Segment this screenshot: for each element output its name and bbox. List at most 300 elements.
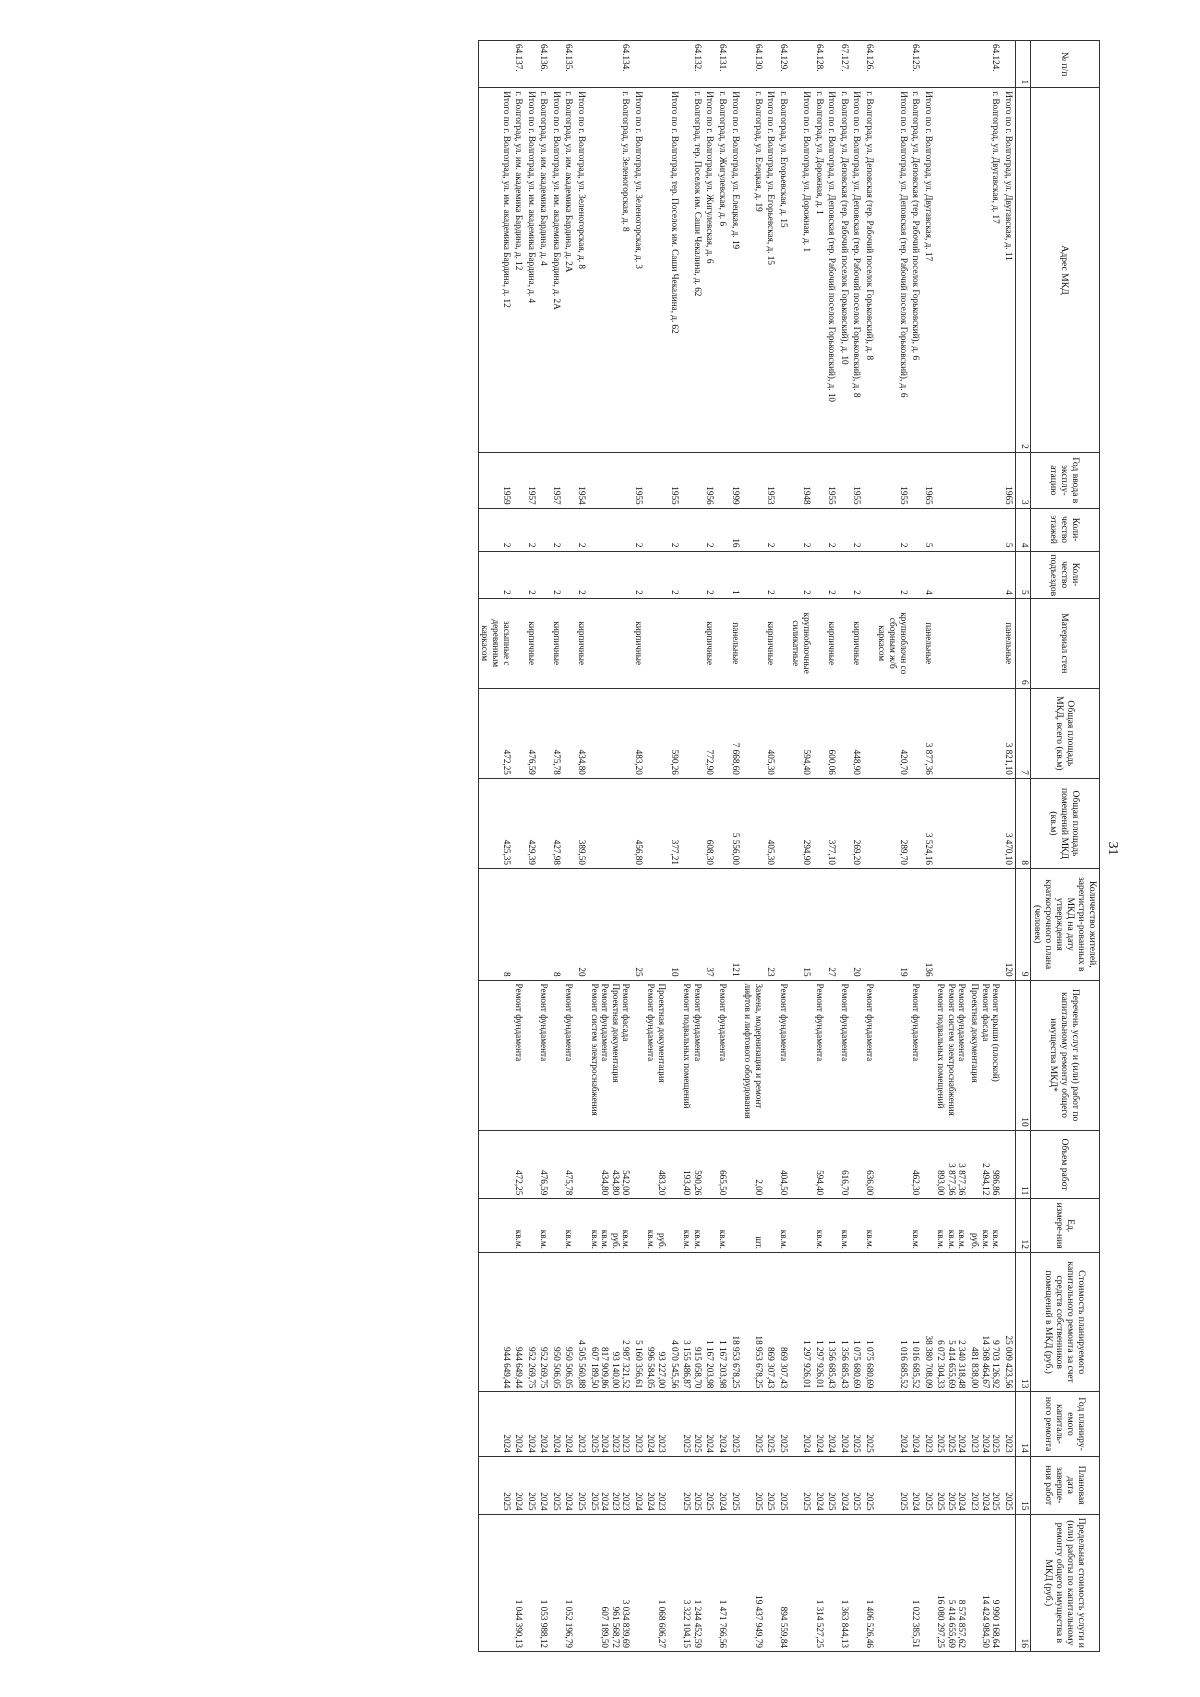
wall-material-cell (969, 598, 1003, 688)
total-area-cell (588, 688, 632, 778)
planned-cost-cell (922, 1252, 935, 1391)
wall-material-cell (563, 598, 576, 688)
unit-line: кв.м. (514, 1229, 525, 1249)
completion-year-line: 2025 (864, 1492, 875, 1511)
repair-year-line: 2025 (864, 1434, 875, 1453)
unit-cell (729, 1199, 742, 1253)
row-number-cell: 64.124. (969, 41, 1003, 88)
table-row (681, 41, 704, 1652)
residents-cell (935, 868, 969, 980)
header-cell: Коли-чество подъездов (1030, 551, 1099, 598)
floors-cell: 2 (765, 508, 778, 551)
limit-cost-cell (681, 1514, 704, 1651)
limit-cost-line: 16 080 297,25 (936, 1595, 947, 1648)
entrances-cell (969, 551, 1003, 598)
limit-cost-cell (935, 1514, 969, 1651)
residents-cell: 37 (704, 868, 717, 980)
work-volume-line: 3 877,36 (946, 1163, 957, 1196)
wall-material-cell (513, 598, 526, 688)
completion-year-cell (550, 1456, 563, 1514)
completion-year-line: 2024 (839, 1492, 850, 1511)
repair-year-cell (935, 1392, 969, 1456)
year-built-cell: 1965 (922, 452, 935, 508)
residents-cell (716, 868, 729, 980)
unit-cell (790, 1199, 813, 1253)
address-cell: Итого по г. Волгоград, ул. Зеленогорская, д. 3 (632, 88, 645, 453)
unit-cell (742, 1199, 765, 1253)
work-volume-cell (513, 1130, 526, 1199)
limit-cost-line: 1 068 606,27 (657, 1599, 668, 1648)
planned-cost-line: 38 380 708,09 (923, 1335, 934, 1389)
premises-area-cell: 5 556,00 (729, 778, 742, 868)
row-number-cell: 64.132. (681, 41, 704, 88)
repair-year-cell (838, 1392, 851, 1456)
premises-area-cell (777, 778, 790, 868)
header-cell: Общая площадь помещений МКД (кв.м) (1030, 778, 1099, 868)
work-type-line: Ремонт фундамента (600, 983, 611, 1062)
floors-cell (863, 508, 876, 551)
row-number-cell (550, 41, 563, 88)
completion-year-cell (876, 1456, 910, 1514)
repair-year-line: 2023 (577, 1434, 587, 1453)
entrances-cell: 2 (575, 551, 588, 598)
completion-year-cell (668, 1456, 681, 1514)
table-row (632, 41, 645, 1652)
entrances-cell: 1 (729, 551, 742, 598)
work-type-cell (876, 980, 910, 1130)
unit-line: кв.м. (589, 1229, 600, 1249)
address-cell: г. Волгоград, ул. Двугавская, д. 17 (969, 88, 1003, 453)
work-volume-cell (969, 1130, 1003, 1199)
total-area-cell (813, 688, 826, 778)
work-volume-line: 3 877,36 (957, 1163, 968, 1196)
total-area-cell: 476,59 (525, 688, 538, 778)
planned-cost-line: 1 075 680,69 (864, 1340, 875, 1389)
work-volume-line: 472,25 (514, 1170, 525, 1196)
floors-cell: 2 (704, 508, 717, 551)
table-row (863, 41, 876, 1652)
work-volume-cell (790, 1130, 813, 1199)
wall-material-cell: засыпные с деревянным каркасом (478, 598, 512, 688)
table-row (765, 41, 778, 1652)
repair-year-cell (790, 1392, 813, 1456)
premises-area-cell: 377,10 (826, 778, 839, 868)
planned-cost-cell (563, 1252, 576, 1391)
completion-year-line: 2024 (814, 1492, 825, 1511)
planned-cost-line: 93 227,00 (657, 1351, 668, 1389)
repair-year-cell (645, 1392, 668, 1456)
planned-cost-cell (575, 1252, 588, 1391)
row-number-cell (729, 41, 742, 88)
unit-line: кв.м. (936, 1229, 947, 1249)
work-type-cell (790, 980, 813, 1130)
floors-cell (935, 508, 969, 551)
table-row (716, 41, 729, 1652)
floors-cell: 2 (826, 508, 839, 551)
residents-cell (563, 868, 576, 980)
wall-material-cell (716, 598, 729, 688)
work-volume-cell (876, 1130, 910, 1199)
column-number: 12 (1015, 1199, 1030, 1253)
planned-cost-line: 1 016 685,52 (911, 1340, 922, 1389)
entrances-cell: 2 (876, 551, 910, 598)
completion-year-cell (910, 1456, 923, 1514)
limit-cost-line: 14 424 984,50 (980, 1595, 991, 1648)
entrances-cell (588, 551, 632, 598)
unit-line: кв.м. (911, 1229, 922, 1249)
total-area-cell: 420,70 (876, 688, 910, 778)
repair-year-line: 2024 (839, 1434, 850, 1453)
work-type-cell (765, 980, 778, 1130)
completion-year-line: 2025 (551, 1492, 562, 1511)
address-cell: г. Волгоград, ул. Елецкая, д. 19 (742, 88, 765, 453)
floors-cell (969, 508, 1003, 551)
repair-year-line: 2023 (970, 1434, 981, 1453)
address-cell: Итого по г. Волгоград, тер. Поселок им. Саши Чекалина, д. 62 (668, 88, 681, 453)
limit-cost-line: 961 568,72 (610, 1606, 621, 1648)
limit-cost-line: 9 990 168,64 (991, 1599, 1002, 1648)
repair-year-line: 2023 (621, 1434, 632, 1453)
table-row (563, 41, 576, 1652)
work-type-cell (681, 980, 704, 1130)
completion-year-cell (1002, 1456, 1015, 1514)
completion-year-cell (838, 1456, 851, 1514)
wall-material-cell: панельные (1002, 598, 1015, 688)
premises-area-cell: 294,90 (790, 778, 813, 868)
floors-cell (910, 508, 923, 551)
unit-cell (513, 1199, 526, 1253)
work-volume-line: 462,30 (911, 1170, 922, 1196)
unit-cell (704, 1199, 717, 1253)
wall-material-cell: кирпичные (826, 598, 839, 688)
limit-cost-line: 607 189,50 (600, 1606, 611, 1648)
residents-cell (525, 868, 538, 980)
premises-area-cell: 377,21 (668, 778, 681, 868)
limit-cost-cell (851, 1514, 864, 1651)
planned-cost-line: 5 160 356,61 (633, 1340, 644, 1389)
work-type-line: Ремонт фундамента (539, 983, 550, 1062)
entrances-cell: 4 (922, 551, 935, 598)
entrances-cell (863, 551, 876, 598)
unit-line: кв.м. (717, 1229, 728, 1249)
completion-year-line: 2024 (564, 1492, 575, 1511)
completion-year-line: 2025 (730, 1492, 741, 1511)
address-cell: г. Волгоград, ул. Деповская (тер. Рабочий поселок Горьковский), д. 10 (838, 88, 851, 453)
header-cell: Перечень услуг и (или) работ по капитальному ремонту общего имущества МКД* (1030, 980, 1099, 1130)
year-built-cell: 1948 (790, 452, 813, 508)
work-volume-cell (777, 1130, 790, 1199)
completion-year-cell (704, 1456, 717, 1514)
work-volume-line: 665,50 (717, 1170, 728, 1196)
completion-year-line: 2024 (717, 1492, 728, 1511)
repair-year-line: 2024 (898, 1434, 909, 1453)
limit-cost-line: 1 044 390,13 (514, 1599, 525, 1648)
work-type-cell (777, 980, 790, 1130)
total-area-cell (645, 688, 668, 778)
repair-year-line: 2024 (501, 1434, 512, 1453)
repair-year-line: 2023 (657, 1434, 668, 1453)
limit-cost-cell (550, 1514, 563, 1651)
wall-material-cell: крупноблочн со сборным ж/б каркасом (876, 598, 910, 688)
planned-cost-line: 6 072 304,33 (936, 1340, 947, 1389)
repair-year-cell (826, 1392, 839, 1456)
planned-cost-cell (588, 1252, 632, 1391)
unit-cell (910, 1199, 923, 1253)
header-cell: Количество жителей, зарегистри-рованных в МКД на дату утверждения краткосрочного плана (человек) (1030, 868, 1099, 980)
planned-cost-cell (910, 1252, 923, 1391)
completion-year-cell (729, 1456, 742, 1514)
row-number-cell (790, 41, 813, 88)
total-area-cell: 448,90 (851, 688, 864, 778)
row-number-cell (478, 41, 512, 88)
planned-cost-line: 996 584,05 (646, 1347, 657, 1389)
planned-cost-cell (513, 1252, 526, 1391)
unit-cell (632, 1199, 645, 1253)
work-volume-cell (668, 1130, 681, 1199)
premises-area-cell (935, 778, 969, 868)
limit-cost-cell (575, 1514, 588, 1651)
year-built-cell (910, 452, 923, 508)
wall-material-cell (777, 598, 790, 688)
column-number: 9 (1015, 868, 1030, 980)
entrances-cell: 2 (851, 551, 864, 598)
premises-area-cell: 3 470,10 (1002, 778, 1015, 868)
planned-cost-line: 4 070 545,56 (669, 1340, 680, 1389)
repair-year-line: 2024 (827, 1434, 838, 1453)
planned-cost-line: 869 307,43 (766, 1347, 777, 1389)
year-built-cell: 1999 (729, 452, 742, 508)
year-built-cell (813, 452, 826, 508)
address-cell: Итого по г. Волгоград, ул. Деповская (тер. Рабочий поселок Горьковский), д. 10 (826, 88, 839, 453)
work-type-cell (575, 980, 588, 1130)
floors-cell (777, 508, 790, 551)
row-number-cell (632, 41, 645, 88)
floors-cell (838, 508, 851, 551)
unit-cell (538, 1199, 551, 1253)
limit-cost-cell (1002, 1514, 1015, 1651)
work-type-cell (935, 980, 969, 1130)
entrances-cell: 2 (790, 551, 813, 598)
repair-year-line: 2023 (1003, 1434, 1014, 1453)
total-area-cell: 772,90 (704, 688, 717, 778)
entrances-cell (742, 551, 765, 598)
planned-cost-cell (729, 1252, 742, 1391)
wall-material-cell: кирпичные (575, 598, 588, 688)
work-type-cell (632, 980, 645, 1130)
repair-year-cell (910, 1392, 923, 1456)
work-volume-cell (813, 1130, 826, 1199)
repair-year-line: 2025 (589, 1434, 600, 1453)
repair-year-line: 2024 (980, 1434, 991, 1453)
repair-year-cell (765, 1392, 778, 1456)
unit-cell (826, 1199, 839, 1253)
row-number-cell (668, 41, 681, 88)
table-row (729, 41, 742, 1652)
unit-line: шт. (753, 1236, 764, 1249)
unit-cell (813, 1199, 826, 1253)
table-row (525, 41, 538, 1652)
wall-material-cell: панельные (922, 598, 935, 688)
planned-cost-cell (538, 1252, 551, 1391)
year-built-cell: 1956 (704, 452, 717, 508)
limit-cost-cell (525, 1514, 538, 1651)
entrances-cell (910, 551, 923, 598)
premises-area-cell (513, 778, 526, 868)
repair-year-line: 2025 (852, 1434, 863, 1453)
residents-cell (538, 868, 551, 980)
wall-material-cell (910, 598, 923, 688)
work-volume-cell (1002, 1130, 1015, 1199)
work-type-cell (742, 980, 765, 1130)
wall-material-cell: кирпичные (525, 598, 538, 688)
premises-area-cell: 608,30 (704, 778, 717, 868)
completion-year-line: 2025 (991, 1492, 1002, 1511)
work-type-cell (838, 980, 851, 1130)
work-type-line: Ремонт фасада (621, 983, 632, 1042)
work-volume-cell (478, 1130, 512, 1199)
unit-line: руб. (657, 1233, 668, 1249)
completion-year-line: 2025 (577, 1492, 587, 1511)
year-built-cell (645, 452, 668, 508)
repair-year-line: 2025 (766, 1434, 777, 1453)
planned-cost-cell (969, 1252, 1003, 1391)
premises-area-cell (813, 778, 826, 868)
work-volume-line: 434,80 (610, 1170, 621, 1196)
premises-area-cell (742, 778, 765, 868)
work-type-line: Ремонт фундамента (778, 983, 789, 1062)
limit-cost-cell (729, 1514, 742, 1651)
total-area-cell (863, 688, 876, 778)
column-number: 16 (1015, 1514, 1030, 1651)
work-volume-line: 893,00 (936, 1170, 947, 1196)
unit-cell (525, 1199, 538, 1253)
unit-line: кв.м. (980, 1229, 991, 1249)
repair-year-line: 2024 (600, 1434, 611, 1453)
completion-year-line: 2024 (957, 1492, 968, 1511)
year-built-cell (588, 452, 632, 508)
planned-cost-line: 93 140,00 (610, 1351, 621, 1389)
address-cell: Итого по г. Волгоград, ул. Двугавская, д. 17 (922, 88, 935, 453)
planned-cost-line: 25 009 423,56 (1003, 1335, 1014, 1389)
work-volume-line: 636,00 (864, 1170, 875, 1196)
floors-cell (563, 508, 576, 551)
wall-material-cell (538, 598, 551, 688)
work-volume-cell (838, 1130, 851, 1199)
year-built-cell (563, 452, 576, 508)
completion-year-cell (969, 1456, 1003, 1514)
work-type-line: Ремонт систем электроснабжения (589, 983, 600, 1116)
work-volume-cell (645, 1130, 668, 1199)
limit-cost-cell (563, 1514, 576, 1651)
work-volume-line: 986,86 (991, 1170, 1002, 1196)
premises-area-cell (838, 778, 851, 868)
work-volume-line: 594,40 (814, 1170, 825, 1196)
total-area-cell: 3 821,10 (1002, 688, 1015, 778)
completion-year-line: 2024 (980, 1492, 991, 1511)
work-type-line: Ремонт подвальных помещений (682, 983, 693, 1109)
completion-year-cell (863, 1456, 876, 1514)
completion-year-line: 2025 (766, 1492, 777, 1511)
row-number-cell: 64.130. (742, 41, 765, 88)
floors-cell: 5 (922, 508, 935, 551)
premises-area-cell (863, 778, 876, 868)
planned-cost-line: 952 269,75 (526, 1347, 537, 1389)
row-number-cell (525, 41, 538, 88)
repair-year-line: 2023 (923, 1434, 934, 1453)
row-number-cell (851, 41, 864, 88)
limit-cost-cell (813, 1514, 826, 1651)
residents-cell (863, 868, 876, 980)
residents-cell (742, 868, 765, 980)
work-type-cell (478, 980, 512, 1130)
floors-cell: 2 (632, 508, 645, 551)
completion-year-cell (851, 1456, 864, 1514)
address-cell: г. Волгоград, ул. Дорожная, д. 1 (813, 88, 826, 453)
premises-area-cell: 425,35 (478, 778, 512, 868)
address-cell: г. Волгоград, ул. им. академика Бардина, д. 2А (563, 88, 576, 453)
limit-cost-cell (632, 1514, 645, 1651)
column-number: 7 (1015, 688, 1030, 778)
repair-year-cell (704, 1392, 717, 1456)
year-built-cell: 1957 (550, 452, 563, 508)
row-number-cell (645, 41, 668, 88)
total-area-cell (838, 688, 851, 778)
repair-year-cell (876, 1392, 910, 1456)
row-number-cell: 64.135. (563, 41, 576, 88)
planned-cost-cell (876, 1252, 910, 1391)
premises-area-cell: 269,20 (851, 778, 864, 868)
work-type-cell (969, 980, 1003, 1130)
planned-cost-cell (525, 1252, 538, 1391)
residents-cell: 27 (826, 868, 839, 980)
limit-cost-cell (588, 1514, 632, 1651)
work-type-line: Ремонт фундамента (864, 983, 875, 1062)
completion-year-line: 2025 (692, 1492, 703, 1511)
completion-year-line: 2023 (610, 1492, 621, 1511)
repair-year-cell (813, 1392, 826, 1456)
floors-cell: 2 (478, 508, 512, 551)
total-area-cell (910, 688, 923, 778)
total-area-cell (935, 688, 969, 778)
work-volume-cell (550, 1130, 563, 1199)
repair-year-cell (668, 1392, 681, 1456)
residents-cell (969, 868, 1003, 980)
address-cell: г. Волгоград, тер. Поселок им. Саши Чекалина, д. 62 (681, 88, 704, 453)
entrances-cell: 2 (632, 551, 645, 598)
completion-year-cell (588, 1456, 632, 1514)
floors-cell (538, 508, 551, 551)
unit-line: кв.м. (814, 1229, 825, 1249)
column-number: 15 (1015, 1456, 1030, 1514)
total-area-cell (563, 688, 576, 778)
floors-cell (742, 508, 765, 551)
address-cell: г. Волгоград, ул. Деповская (тер. Рабочий поселок Горьковский), д. 8 (863, 88, 876, 453)
work-volume-cell (704, 1130, 717, 1199)
completion-year-line: 2025 (682, 1492, 693, 1511)
planned-cost-cell (851, 1252, 864, 1391)
repair-year-line: 2025 (692, 1434, 703, 1453)
planned-cost-cell (478, 1252, 512, 1391)
work-type-line: Ремонт крыши (плоской) (991, 983, 1002, 1082)
table-row (645, 41, 668, 1652)
work-type-cell (813, 980, 826, 1130)
floors-cell (645, 508, 668, 551)
completion-year-cell (525, 1456, 538, 1514)
work-type-line: Ремонт фундамента (717, 983, 728, 1062)
work-type-line: Проектная документация (657, 983, 668, 1083)
planned-cost-line: 952 269,75 (539, 1347, 550, 1389)
capital-repair-table (478, 40, 1100, 1652)
